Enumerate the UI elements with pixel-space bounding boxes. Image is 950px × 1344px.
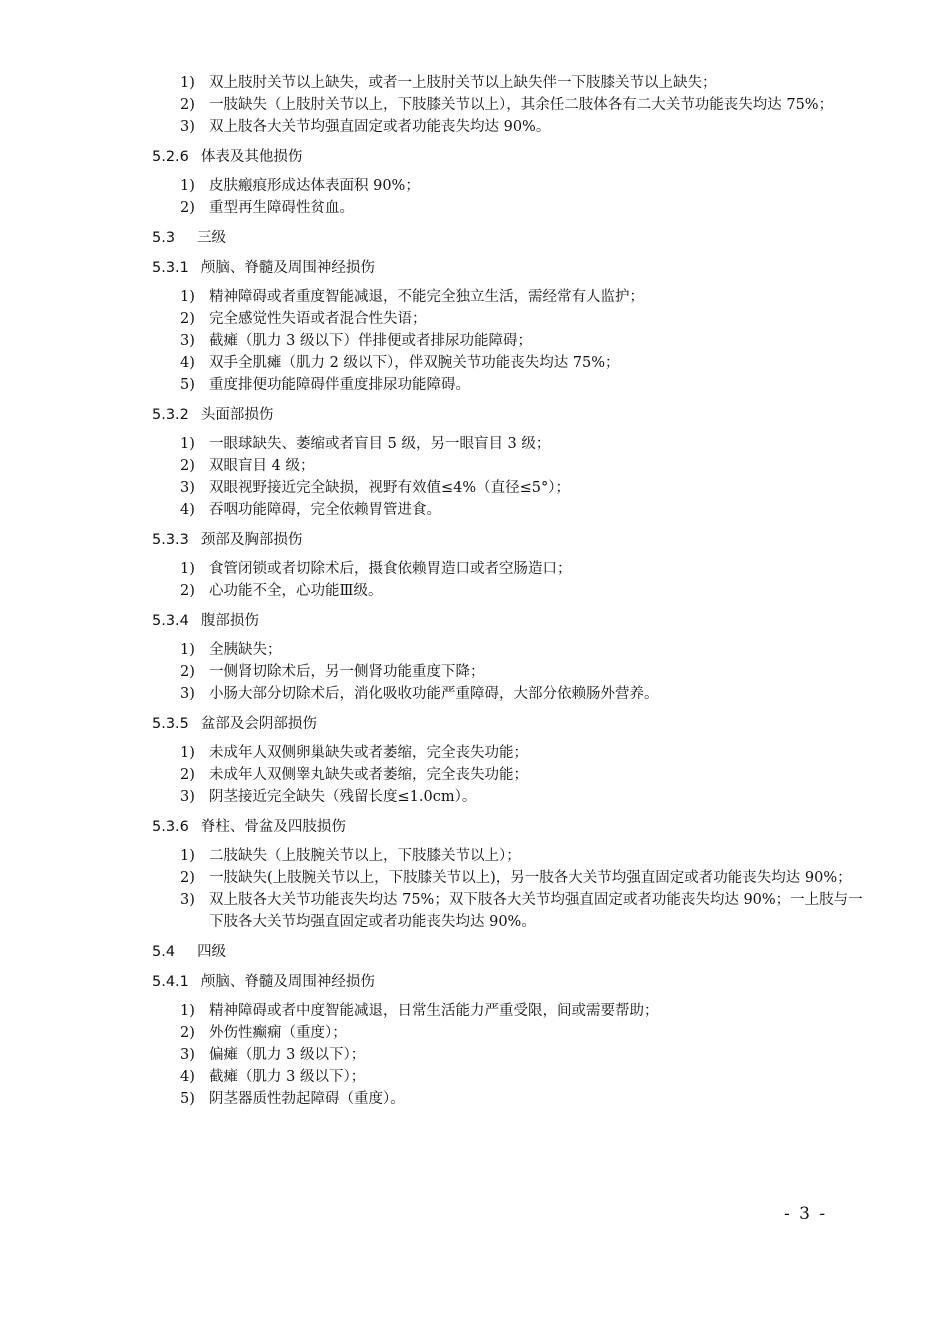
list-item-text: 双上肢各大关节功能丧失均达 75%；双下肢各大关节均强直固定或者功能丧失均达 90%；一上肢与一下肢各大关节均强直固定或者功能丧失均达 90%。: [209, 892, 863, 930]
list-item: [152, 94, 872, 116]
list-item-text: 阴茎器质性勃起障碍（重度）。: [209, 1091, 405, 1107]
list-item-text: 双眼视野接近完全缺损，视野有效值≤4%（直径≤5°）；: [209, 480, 571, 496]
list-item: [152, 580, 872, 602]
list-item: [152, 1000, 872, 1022]
list-item-text: 心功能不全，心功能Ⅲ级。: [209, 583, 383, 599]
list-item-text: 双手全肌瘫（肌力 2 级以下），伴双腕关节功能丧失均达 75%；: [209, 355, 620, 371]
section-heading: [152, 404, 872, 426]
section-title: 腹部损伤: [200, 613, 259, 629]
list-item: [152, 867, 872, 889]
list-item: [152, 558, 872, 580]
section-title: 体表及其他损伤: [200, 149, 303, 165]
list-item-number: 2): [180, 311, 195, 327]
list-item: [152, 1044, 872, 1066]
list-item-number: 2): [180, 870, 195, 886]
list-item-number: 1): [180, 436, 195, 452]
list-item-number: 5): [180, 377, 195, 393]
list-item-text: 重度排便功能障碍伴重度排尿功能障碍。: [209, 377, 470, 393]
list-item-number: 1): [180, 289, 195, 305]
list-item: [152, 308, 872, 330]
list-item-text: 未成年人双侧睾丸缺失或者萎缩，完全丧失功能；: [209, 767, 528, 783]
section-number: 5.3.6: [152, 819, 189, 835]
list-item: [152, 499, 872, 521]
lead-item-list: [152, 72, 872, 138]
section-title: 颅脑、脊髓及周围神经损伤: [200, 974, 375, 990]
section-number: 5.3.3: [152, 532, 189, 548]
list-item-text: 一肢缺失（上肢肘关节以上，下肢膝关节以上），其余任二肢体各有二大关节功能丧失均达 75%；: [209, 97, 834, 113]
list-item: [152, 455, 872, 477]
list-item-number: 3): [180, 686, 195, 702]
list-item: [152, 352, 872, 374]
list-item: [152, 742, 872, 764]
list-item: [152, 477, 872, 499]
section-title: 三级: [197, 230, 227, 246]
section-number: 5.3.2: [152, 407, 189, 423]
list-item-text: 重型再生障碍性贫血。: [209, 200, 354, 216]
section-title: 四级: [197, 944, 227, 960]
list-item-number: 1): [180, 178, 195, 194]
section-heading: [152, 146, 872, 168]
list-item-number: 4): [180, 355, 195, 371]
section-heading: [152, 529, 872, 551]
page-content: [152, 72, 872, 1110]
list-item: [152, 683, 872, 705]
list-item-text: 皮肤瘢痕形成达体表面积 90%；: [209, 178, 420, 194]
list-item-number: 1): [180, 848, 195, 864]
list-item: [152, 764, 872, 786]
list-item: [152, 845, 872, 867]
list-item-number: 2): [180, 97, 195, 113]
list-item-text: 吞咽功能障碍，完全依赖胃管进食。: [209, 502, 441, 518]
list-item-number: 1): [180, 642, 195, 658]
list-item-text: 精神障碍或者重度智能减退，不能完全独立生活，需经常有人监护；: [209, 289, 644, 305]
list-item-text: 全胰缺失；: [209, 642, 282, 658]
list-item-number: 3): [180, 333, 195, 349]
section-heading: [152, 227, 872, 249]
section-number: 5.3.4: [152, 613, 189, 629]
section-heading: [152, 610, 872, 632]
section-number: 5.2.6: [152, 149, 189, 165]
list-item-number: 1): [180, 1003, 195, 1019]
list-item: [152, 286, 872, 308]
list-item: [152, 1066, 872, 1088]
list-item: [152, 433, 872, 455]
list-item-text: 一肢缺失(上肢腕关节以上，下肢膝关节以上)，另一肢各大关节均强直固定或者功能丧失均达 90%；: [209, 870, 852, 886]
section-title: 颈部及胸部损伤: [200, 532, 303, 548]
list-item: [152, 786, 872, 808]
list-item-number: 2): [180, 1025, 195, 1041]
list-item-number: 2): [180, 200, 195, 216]
section-heading: [152, 816, 872, 838]
list-item-text: 阴茎接近完全缺失（残留长度≤1.0cm）。: [209, 789, 477, 805]
list-item-text: 未成年人双侧卵巢缺失或者萎缩，完全丧失功能；: [209, 745, 528, 761]
list-item-number: 4): [180, 502, 195, 518]
list-item-text: 双上肢肘关节以上缺失，或者一上肢肘关节以上缺失伴一下肢膝关节以上缺失；: [209, 75, 717, 91]
list-item: [152, 72, 872, 94]
list-item: [152, 661, 872, 683]
section-number: 5.3.5: [152, 716, 189, 732]
section-title: 盆部及会阴部损伤: [200, 716, 317, 732]
list-item-number: 3): [180, 480, 195, 496]
list-item-number: 3): [180, 1047, 195, 1063]
section-number: 5.4.1: [152, 974, 189, 990]
list-item: [152, 175, 872, 197]
section-title: 脊柱、骨盆及四肢损伤: [200, 819, 346, 835]
section-number: 5.3.1: [152, 260, 189, 276]
list-item-number: 2): [180, 583, 195, 599]
list-item-text: 一眼球缺失、萎缩或者盲目 5 级，另一眼盲目 3 级；: [209, 436, 551, 452]
section-heading: [152, 971, 872, 993]
list-item-number: 2): [180, 767, 195, 783]
section-title: 颅脑、脊髓及周围神经损伤: [200, 260, 375, 276]
section-number: 5.3: [152, 230, 176, 246]
list-item-text: 截瘫（肌力 3 级以下）；: [209, 1069, 366, 1085]
section-title: 头面部损伤: [200, 407, 274, 423]
list-item-number: 2): [180, 458, 195, 474]
list-item-text: 食管闭锁或者切除术后，摄食依赖胃造口或者空肠造口；: [209, 561, 572, 577]
list-item-text: 二肢缺失（上肢腕关节以上，下肢膝关节以上）；: [209, 848, 521, 864]
list-item-text: 小肠大部分切除术后，消化吸收功能严重障碍，大部分依赖肠外营养。: [209, 686, 659, 702]
list-item: [152, 639, 872, 661]
list-item: [152, 116, 872, 138]
list-item-number: 1): [180, 75, 195, 91]
page-number: - 3 -: [784, 1204, 828, 1224]
section-number: 5.4: [152, 944, 176, 960]
list-item-text: 外伤性癫痫（重度）；: [209, 1025, 347, 1041]
list-item-text: 偏瘫（肌力 3 级以下）；: [209, 1047, 366, 1063]
section-heading: [152, 257, 872, 279]
section-heading: [152, 941, 872, 963]
list-item-text: 一侧肾切除术后，另一侧肾功能重度下降；: [209, 664, 485, 680]
section-heading: [152, 713, 872, 735]
list-item-text: 双眼盲目 4 级；: [209, 458, 315, 474]
list-item-number: 1): [180, 745, 195, 761]
list-item: [152, 1088, 872, 1110]
list-item-text: 双上肢各大关节均强直固定或者功能丧失均达 90%。: [209, 119, 551, 135]
list-item: [152, 889, 872, 933]
list-item: [152, 374, 872, 396]
list-item-number: 3): [180, 892, 195, 908]
list-item-number: 2): [180, 664, 195, 680]
list-item-number: 3): [180, 119, 195, 135]
list-item-text: 完全感觉性失语或者混合性失语；: [209, 311, 427, 327]
list-item-text: 精神障碍或者中度智能减退，日常生活能力严重受限，间或需要帮助；: [209, 1003, 659, 1019]
list-item: [152, 197, 872, 219]
list-item-number: 5): [180, 1091, 195, 1107]
list-item-number: 3): [180, 789, 195, 805]
list-item: [152, 1022, 872, 1044]
list-item: [152, 330, 872, 352]
section-list: [152, 146, 872, 1110]
list-item-number: 4): [180, 1069, 195, 1085]
list-item-number: 1): [180, 561, 195, 577]
list-item-text: 截瘫（肌力 3 级以下）伴排便或者排尿功能障碍；: [209, 333, 532, 349]
